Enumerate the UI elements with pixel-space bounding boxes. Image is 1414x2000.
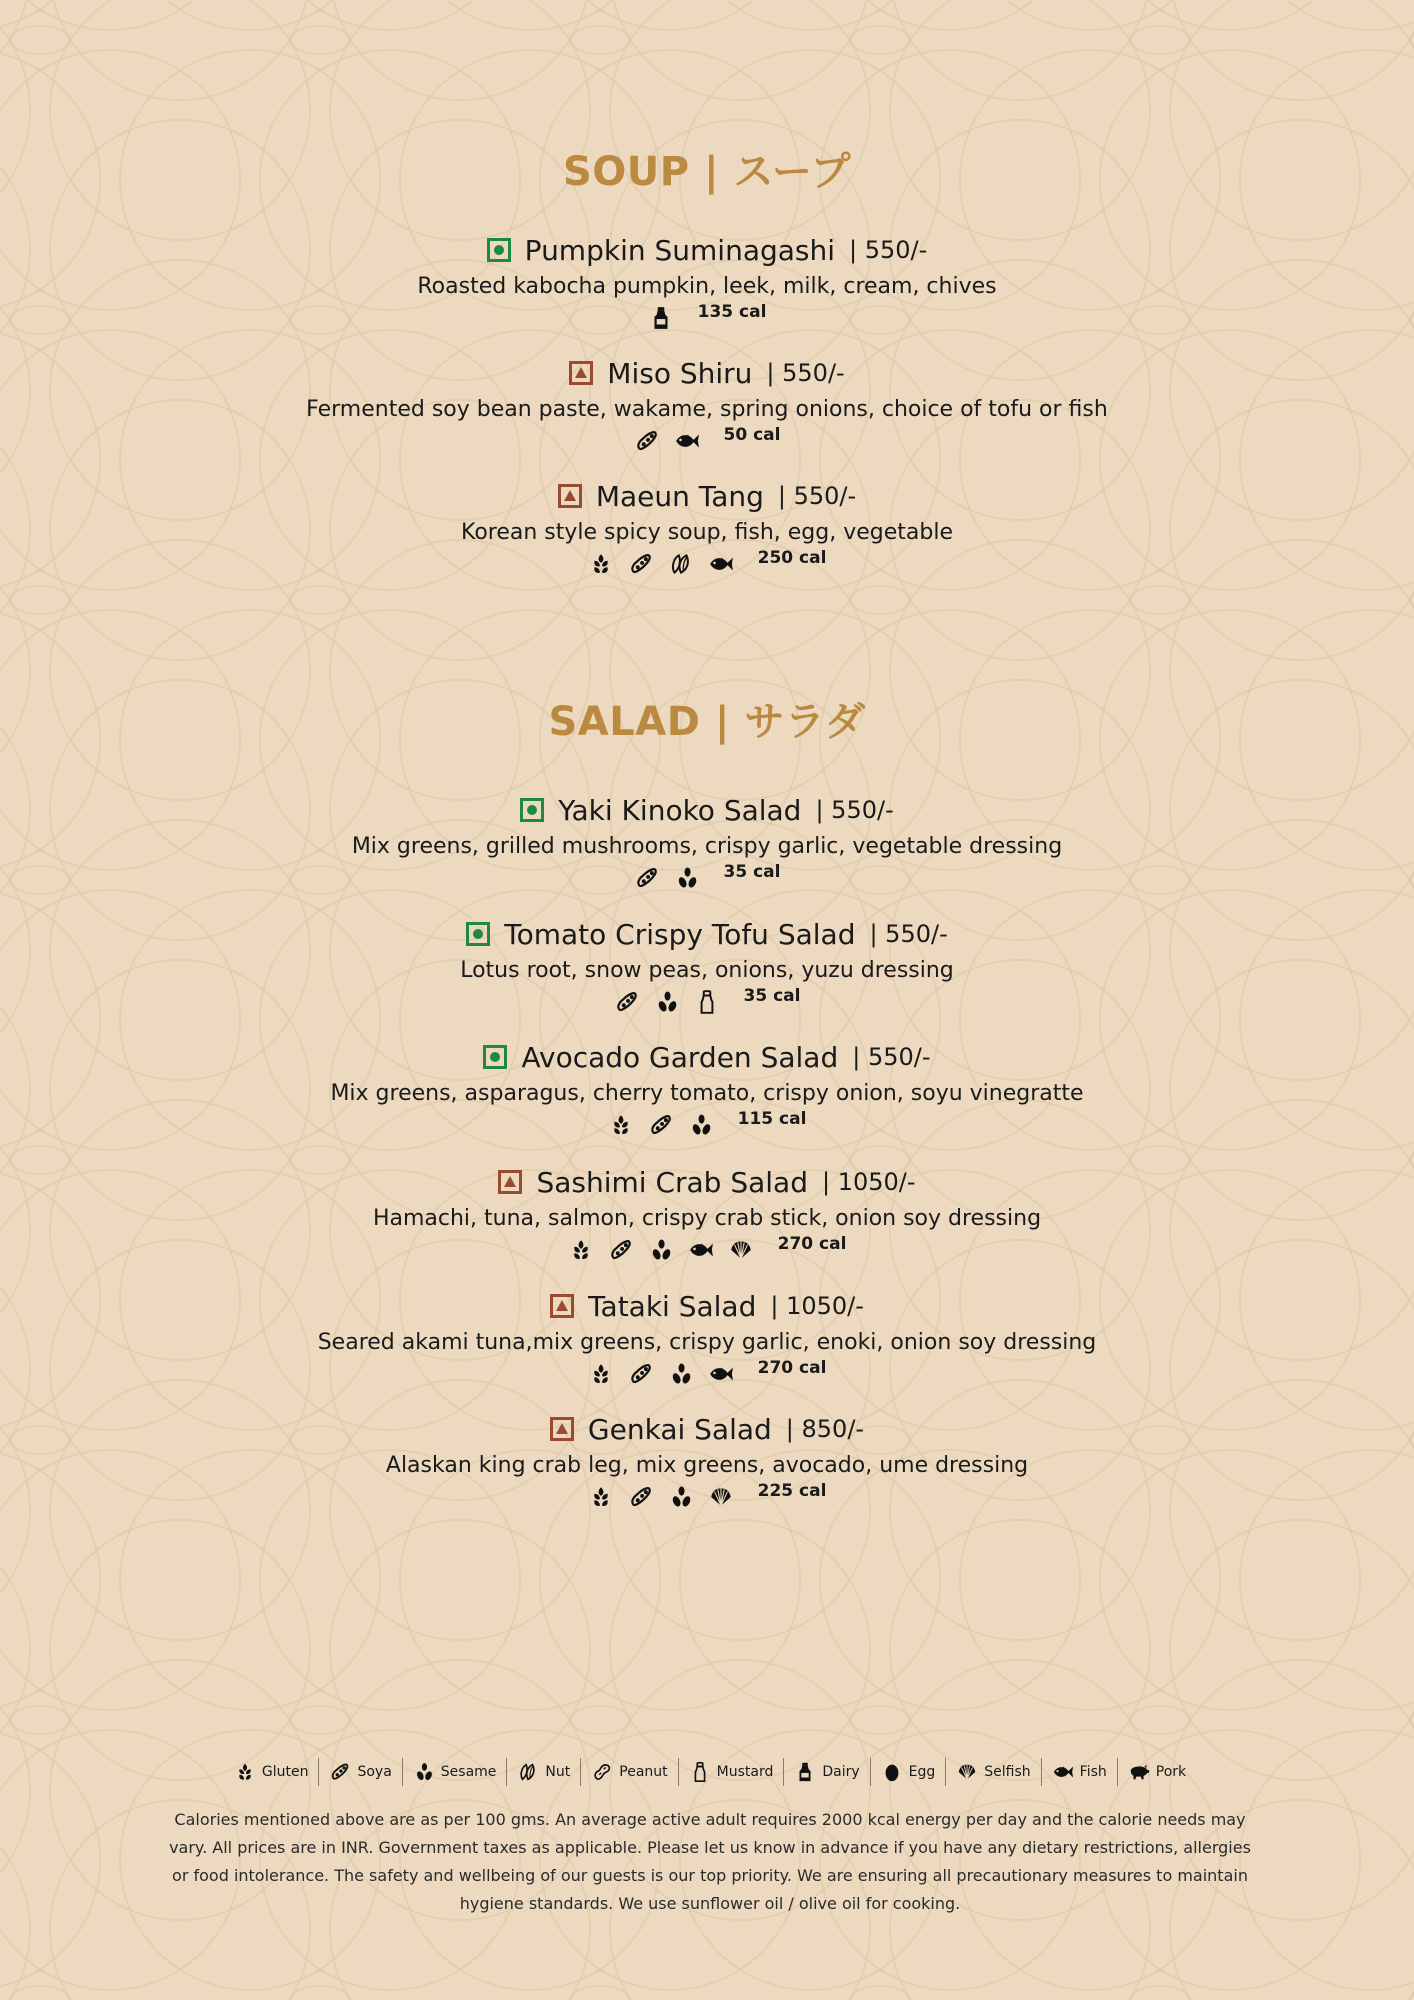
soya-icon xyxy=(628,551,654,577)
menu-item-calories: 115 cal xyxy=(737,1109,807,1129)
legend-item xyxy=(1117,1758,1196,1786)
legend-item xyxy=(678,1758,784,1786)
menu-item-price: | 550/- xyxy=(852,1043,931,1071)
menu-item xyxy=(0,1037,1414,1141)
soya-icon xyxy=(648,1112,674,1138)
menu-item-name: Tataki Salad xyxy=(588,1289,757,1323)
egg-icon xyxy=(881,1761,903,1783)
menu-item-description: Fermented soy bean paste, wakame, spring onions, choice of tofu or fish xyxy=(306,397,1108,422)
soya-icon xyxy=(628,1361,654,1387)
sesame-icon xyxy=(668,1361,694,1387)
legend-item xyxy=(580,1758,677,1786)
menu-item-allergens xyxy=(0,986,1414,1018)
mustard-icon xyxy=(694,989,720,1015)
nonveg-indicator-icon xyxy=(558,484,582,508)
veg-indicator-icon xyxy=(466,922,490,946)
legend-label: Soya xyxy=(357,1764,392,1780)
fish-icon xyxy=(708,1361,734,1387)
menu-item xyxy=(0,1286,1414,1390)
menu-item-header xyxy=(0,353,1414,393)
nonveg-indicator-icon xyxy=(550,1417,574,1441)
menu-item-name: Genkai Salad xyxy=(587,1412,772,1446)
menu-item-description: Hamachi, tuna, salmon, crispy crab stick, onion soy dressing xyxy=(372,1206,1042,1231)
menu-item-name: Pumpkin Suminagashi xyxy=(524,233,836,267)
soup-section-title: SOUP | スープ xyxy=(562,149,852,195)
menu-item-price: | 850/- xyxy=(785,1415,865,1443)
soya-icon xyxy=(329,1761,351,1783)
menu-item-allergens xyxy=(0,302,1414,334)
menu-item-calories: 270 cal xyxy=(757,1358,827,1378)
menu-item-allergens xyxy=(0,1358,1414,1390)
nonveg-indicator-icon xyxy=(550,1294,574,1318)
menu-item-price: | 1050/- xyxy=(822,1168,916,1196)
dairy-icon xyxy=(794,1761,816,1783)
menu-item-description: Mix greens, asparagus, cherry tomato, crispy onion, soyu vinegratte xyxy=(330,1081,1084,1106)
menu-item xyxy=(0,230,1414,334)
legend-label: Egg xyxy=(908,1764,936,1780)
gluten-icon xyxy=(568,1237,594,1263)
menu-item-price: | 550/- xyxy=(849,236,928,264)
menu-item-calories: 225 cal xyxy=(757,1481,827,1501)
dairy-icon xyxy=(648,305,674,331)
sesame-icon xyxy=(674,865,700,891)
menu-item-name: Sashimi Crab Salad xyxy=(536,1165,808,1199)
menu-item-header xyxy=(0,1286,1414,1326)
menu-item-description: Roasted kabocha pumpkin, leek, milk, cream, chives xyxy=(417,274,997,299)
menu-item-description: Alaskan king crab leg, mix greens, avocado, ume dressing xyxy=(385,1453,1029,1478)
menu-item xyxy=(0,353,1414,457)
menu-item-header xyxy=(0,790,1414,830)
menu-item-allergens xyxy=(0,1109,1414,1141)
legend-item xyxy=(945,1758,1040,1786)
menu-item-price: | 550/- xyxy=(869,920,948,948)
menu-item-allergens xyxy=(0,425,1414,457)
soya-icon xyxy=(628,1484,654,1510)
menu-item-header xyxy=(0,476,1414,516)
pork-icon xyxy=(1128,1761,1150,1783)
menu-item-calories: 35 cal xyxy=(723,862,781,882)
menu-item-name: Avocado Garden Salad xyxy=(521,1040,839,1074)
menu-item-price: | 550/- xyxy=(815,796,894,824)
sesame-icon xyxy=(668,1484,694,1510)
legend-label: Fish xyxy=(1079,1764,1107,1780)
menu-item-price: | 550/- xyxy=(777,482,857,510)
legend-label: Pork xyxy=(1155,1764,1187,1780)
veg-indicator-icon xyxy=(520,798,544,822)
soya-icon xyxy=(634,428,660,454)
fish-icon xyxy=(688,1237,714,1263)
menu-item-name: Maeun Tang xyxy=(595,479,764,513)
menu-item-description: Mix greens, grilled mushrooms, crispy garlic, vegetable dressing xyxy=(351,834,1063,859)
legend-item xyxy=(402,1758,507,1786)
sesame-icon xyxy=(654,989,680,1015)
menu-item-allergens xyxy=(0,548,1414,580)
menu-item xyxy=(0,1409,1414,1513)
salad-section-title: SALAD | サラダ xyxy=(548,699,866,745)
menu-item-header xyxy=(0,1409,1414,1449)
allergen-legend xyxy=(160,1758,1260,1786)
gluten-icon xyxy=(608,1112,634,1138)
menu-item-price: | 550/- xyxy=(766,359,845,387)
sesame-icon xyxy=(413,1761,435,1783)
peanut-icon xyxy=(591,1761,613,1783)
veg-indicator-icon xyxy=(487,238,511,262)
menu-item-allergens xyxy=(0,1234,1414,1266)
menu-item-header xyxy=(0,914,1414,954)
fish-icon xyxy=(1052,1761,1074,1783)
menu-item-description: Seared akami tuna,mix greens, crispy garlic, enoki, onion soy dressing xyxy=(317,1330,1097,1355)
legend-item xyxy=(1041,1758,1117,1786)
legend-item xyxy=(224,1758,319,1786)
fish-icon xyxy=(674,428,700,454)
shellfish-icon xyxy=(956,1761,978,1783)
gluten-icon xyxy=(234,1761,256,1783)
legend-label: Mustard xyxy=(716,1764,774,1780)
veg-indicator-icon xyxy=(483,1045,507,1069)
fish-icon xyxy=(708,551,734,577)
menu-item-name: Yaki Kinoko Salad xyxy=(558,793,802,827)
nut-icon xyxy=(517,1761,539,1783)
legend-label: Nut xyxy=(545,1764,571,1780)
nonveg-indicator-icon xyxy=(569,361,593,385)
menu-item-name: Tomato Crispy Tofu Salad xyxy=(504,917,856,951)
nonveg-indicator-icon xyxy=(498,1170,522,1194)
menu-item-header xyxy=(0,1037,1414,1077)
soya-icon xyxy=(608,1237,634,1263)
menu-item xyxy=(0,914,1414,1018)
menu-item-header xyxy=(0,1162,1414,1202)
legend-label: Peanut xyxy=(619,1764,668,1780)
menu-item-price: | 1050/- xyxy=(770,1292,864,1320)
sesame-icon xyxy=(688,1112,714,1138)
menu-item xyxy=(0,476,1414,580)
shellfish-icon xyxy=(728,1237,754,1263)
menu-item xyxy=(0,1162,1414,1266)
legend-item xyxy=(506,1758,580,1786)
legend-label: Selfish xyxy=(984,1764,1031,1780)
menu-item-calories: 50 cal xyxy=(723,425,781,445)
mustard-icon xyxy=(689,1761,711,1783)
menu-item-calories: 270 cal xyxy=(777,1234,847,1254)
sesame-icon xyxy=(648,1237,674,1263)
legend-label: Sesame xyxy=(440,1764,497,1780)
nut-icon xyxy=(668,551,694,577)
gluten-icon xyxy=(588,551,614,577)
gluten-icon xyxy=(588,1361,614,1387)
menu-item-header xyxy=(0,230,1414,270)
disclaimer-text: Calories mentioned above are as per 100 gms. An average active adult requires 2000 kcal energy per day and the calorie needs may vary. All prices are in INR. Government taxes as applicable. Please let us know in advance if you have any dietary restrictions, allergies or food intolerance. The safety and wellbeing of our guests is our top priority. We are ensuring all precautionary measures to maintain hygiene standards. We use sunflower oil / olive oil for cooking. xyxy=(169,1810,1251,1913)
soya-icon xyxy=(634,865,660,891)
menu-item-name: Miso Shiru xyxy=(607,356,753,390)
legend-label: Gluten xyxy=(261,1764,309,1780)
menu-item-description: Korean style spicy soup, fish, egg, vegetable xyxy=(461,520,953,545)
soya-icon xyxy=(614,989,640,1015)
legend-item xyxy=(870,1758,946,1786)
shellfish-icon xyxy=(708,1484,734,1510)
menu-item-description: Lotus root, snow peas, onions, yuzu dressing xyxy=(460,958,954,983)
legend-item xyxy=(783,1758,869,1786)
legend-label: Dairy xyxy=(822,1764,860,1780)
menu-item-calories: 250 cal xyxy=(757,548,827,568)
menu-item-allergens xyxy=(0,1481,1414,1513)
legend-item xyxy=(318,1758,401,1786)
menu-item-calories: 35 cal xyxy=(743,986,801,1006)
menu-item xyxy=(0,790,1414,894)
menu-item-allergens xyxy=(0,862,1414,894)
gluten-icon xyxy=(588,1484,614,1510)
menu-item-calories: 135 cal xyxy=(697,302,767,322)
